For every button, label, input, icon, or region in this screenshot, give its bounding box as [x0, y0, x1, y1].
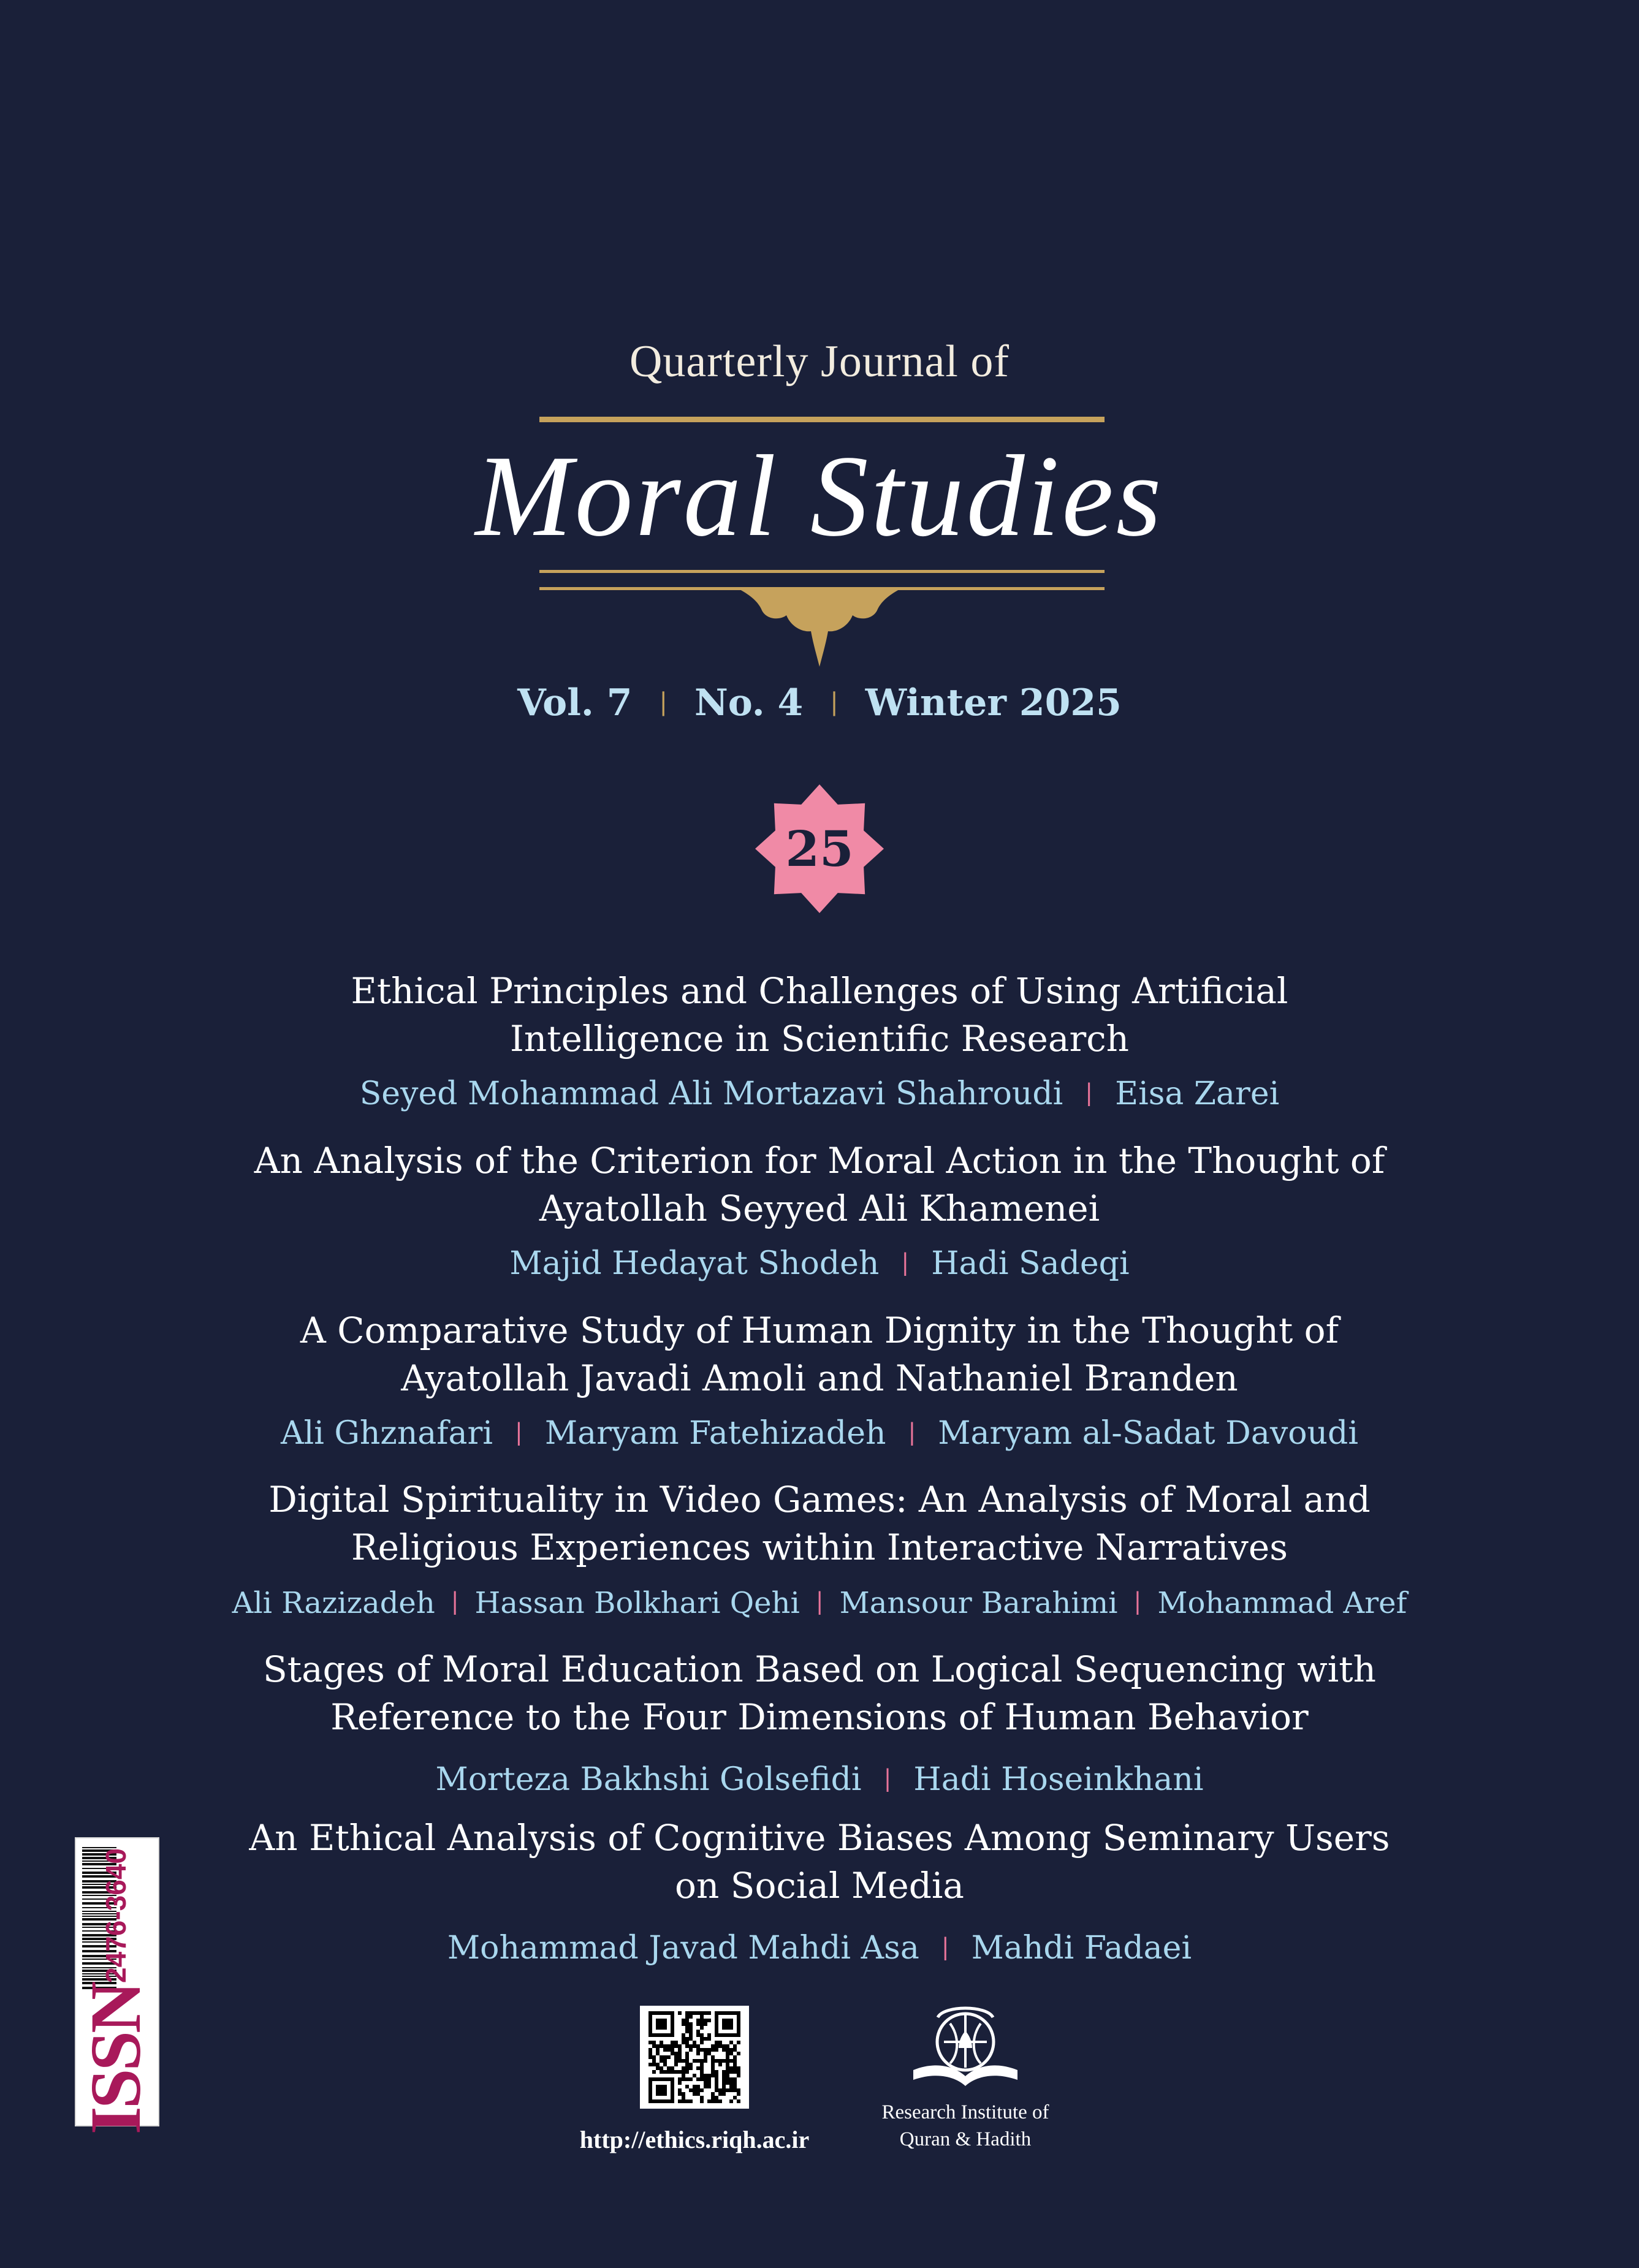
author-name: Maryam Fatehizadeh	[544, 1415, 886, 1452]
article-authors	[0, 1071, 1639, 1115]
article-title-line: Digital Spirituality in Video Games: An Analysis of Moral and	[268, 1479, 1371, 1520]
author-name: Ali Razizadeh	[232, 1586, 435, 1620]
issue-separator: |	[830, 688, 839, 716]
author-name: Hadi Hoseinkhani	[913, 1761, 1204, 1798]
article-title-line: Stages of Moral Education Based on Logical Sequencing with	[263, 1648, 1376, 1690]
gold-ornament-icon	[728, 588, 911, 668]
author-separator: |	[908, 1419, 916, 1446]
issn-number	[75, 1837, 157, 1994]
article-title	[0, 1814, 1639, 1910]
institute-name-line: Quran & Hadith	[899, 2128, 1032, 2150]
article-title-line: An Ethical Analysis of Cognitive Biases Among Seminary Users	[249, 1817, 1390, 1859]
article-title-line: Intelligence in Scientific Research	[509, 1018, 1130, 1060]
author-name: Ali Ghznafari	[281, 1415, 493, 1452]
author-name: Mohammad Aref	[1157, 1586, 1407, 1620]
issn-number-text: 2476-3640	[100, 1848, 132, 1983]
issue-info	[0, 681, 1639, 724]
article	[0, 1476, 1639, 1625]
article-title-line: An Analysis of the Criterion for Moral Action in the Thought of	[254, 1140, 1385, 1181]
author-name: Hassan Bolkhari Qehi	[474, 1586, 800, 1620]
issn-label	[75, 1983, 157, 2135]
article-title	[0, 967, 1639, 1063]
author-separator: |	[901, 1249, 910, 1276]
article-title	[0, 1137, 1639, 1232]
author-name: Hadi Sadeqi	[931, 1245, 1130, 1282]
journal-title: Moral Studies	[475, 432, 1164, 561]
author-separator: |	[515, 1419, 523, 1446]
volume-label: Vol. 7	[517, 681, 633, 724]
author-separator: |	[815, 1588, 824, 1615]
article-title	[0, 1307, 1639, 1402]
issn-label-text: ISSN	[75, 1983, 156, 2135]
article-title-line: Reference to the Four Dimensions of Human Behavior	[330, 1696, 1309, 1738]
author-name: Maryam al-Sadat Davoudi	[938, 1415, 1358, 1452]
article-title-line: Ethical Principles and Challenges of Using Artificial	[351, 970, 1288, 1012]
article-title-line: Ayatollah Seyyed Ali Khamenei	[539, 1188, 1100, 1229]
article-authors	[0, 1925, 1639, 1970]
article	[0, 1645, 1639, 1801]
article	[0, 967, 1639, 1115]
article-authors	[0, 1580, 1639, 1625]
website-url[interactable]: http://ethics.riqh.ac.ir	[579, 2126, 810, 2153]
article-authors	[0, 1241, 1639, 1285]
masthead-bottom-rule	[539, 570, 1105, 573]
article-title-line: on Social Media	[675, 1865, 964, 1906]
journal-subtitle: Quarterly Journal of	[629, 336, 1010, 387]
author-name: Morteza Bakhshi Golsefidi	[435, 1761, 862, 1798]
article	[0, 1307, 1639, 1455]
article-authors	[0, 1411, 1639, 1455]
article-title-line: A Comparative Study of Human Dignity in the Thought of	[300, 1310, 1339, 1351]
institute-name-line: Research Institute of	[881, 2101, 1049, 2123]
article	[0, 1137, 1639, 1285]
number-label: No. 4	[694, 681, 804, 724]
article-title	[0, 1645, 1639, 1741]
author-separator: |	[883, 1765, 892, 1792]
author-separator: |	[1085, 1079, 1093, 1106]
article-title	[0, 1476, 1639, 1571]
author-separator: |	[451, 1588, 459, 1615]
author-name: Majid Hedayat Shodeh	[509, 1245, 880, 1282]
institute-name	[846, 2099, 1085, 2153]
author-name: Mahdi Fadaei	[971, 1930, 1192, 1966]
institute-logo-icon	[901, 1999, 1030, 2097]
author-separator: |	[1133, 1588, 1142, 1615]
author-name: Eisa Zarei	[1115, 1075, 1280, 1112]
author-separator: |	[941, 1933, 949, 1960]
author-name: Seyed Mohammad Ali Mortazavi Shahroudi	[359, 1075, 1063, 1112]
author-name: Mansour Barahimi	[839, 1586, 1118, 1620]
qr-code-icon	[640, 2006, 749, 2109]
issue-badge-number: 25	[785, 820, 854, 878]
issue-separator: |	[659, 688, 667, 716]
article-authors	[0, 1757, 1639, 1801]
article	[0, 1814, 1639, 1970]
qr-code[interactable]	[640, 2006, 749, 2109]
masthead-top-rule	[539, 417, 1105, 422]
season-label: Winter 2025	[865, 681, 1122, 724]
author-name: Mohammad Javad Mahdi Asa	[447, 1930, 919, 1966]
article-title-line: Ayatollah Javadi Amoli and Nathaniel Branden	[401, 1357, 1238, 1399]
article-title-line: Religious Experiences within Interactive Narratives	[351, 1527, 1288, 1568]
